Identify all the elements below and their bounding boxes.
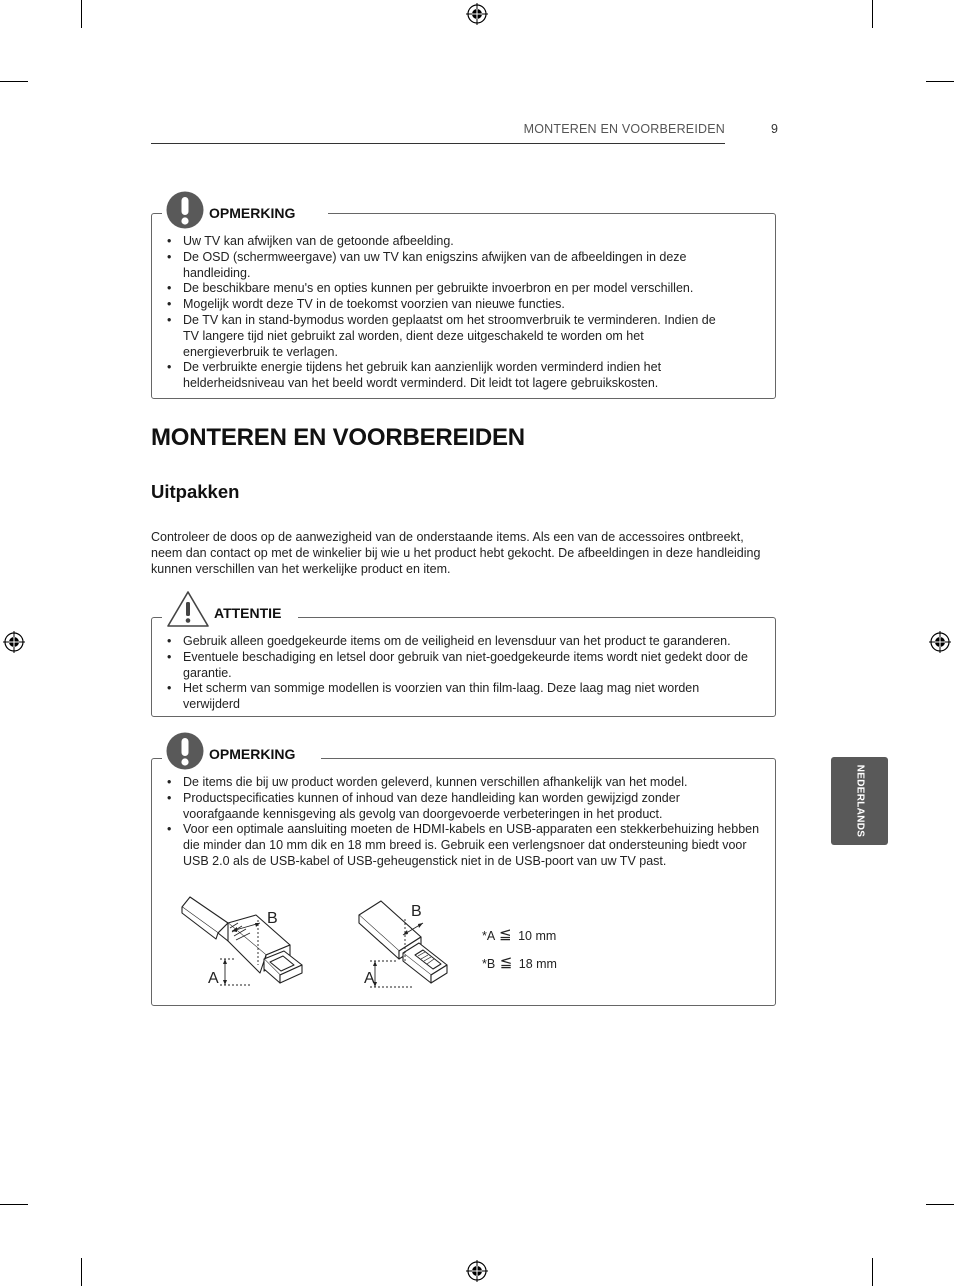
crop-mark xyxy=(872,1258,873,1286)
note-label: OPMERKING xyxy=(207,205,299,221)
crop-mark xyxy=(926,81,954,82)
list-item: • Productspecificaties kunnen of inhoud van deze handleiding kan worden gewijzigd zonder voorafgaande kennisgeving als gevolg van doorgevoerde verbeteringen in het product. xyxy=(152,791,767,823)
list-item: • De TV kan in stand-bymodus worden geplaatst om het stroomverbruik te verminderen. Indien de TV langere tijd niet gebruikt zal worden, dient deze uitgeschakeld te worden om het energieverbruik te verlagen. xyxy=(152,313,747,360)
list-item: • De beschikbare menu's en opties kunnen per gebruikte invoerbron en per model verschillen. xyxy=(152,281,747,297)
language-side-tab xyxy=(831,757,888,845)
warning-triangle-icon xyxy=(166,590,210,628)
dimension-label-b: B xyxy=(267,910,278,927)
spec-b-prefix: *B xyxy=(482,957,496,971)
section-subtitle: Uitpakken xyxy=(151,481,240,502)
caution-list xyxy=(152,634,767,713)
list-item: • Voor een optimale aansluiting moeten de HDMI-kabels en USB-apparaten een stekkerbehuizing hebben die minder dan 10 mm dik en 18 mm breed is. Gebruik een verlengsnoer dat ondersteuning biedt voor USB 2.0 als de USB-kabel of USB-geheugenstick niet in de USB-poort van uw TV past. xyxy=(152,822,767,869)
note-label: OPMERKING xyxy=(207,746,299,762)
exclamation-circle-icon xyxy=(166,732,204,770)
crop-mark xyxy=(81,0,82,28)
crop-mark xyxy=(926,1204,954,1205)
list-item: • Gebruik alleen goedgekeurde items om de veiligheid en levensduur van het product te garanderen. xyxy=(152,634,767,650)
list-item: • Eventuele beschadiging en letsel door gebruik van niet-goedgekeurde items wordt niet gedekt door de garantie. xyxy=(152,650,767,682)
registration-mark-icon xyxy=(466,1260,488,1282)
list-item: • De verbruikte energie tijdens het gebruik kan aanzienlijk worden verminderd indien het helderheidsniveau van het beeld wordt verminderd. Dit leidt tot lagere gebruikskosten. xyxy=(152,360,747,392)
list-item: • Mogelijk wordt deze TV in de toekomst voorzien van nieuwe functies. xyxy=(152,297,747,313)
note-list xyxy=(152,775,767,870)
page-number: 9 xyxy=(771,122,778,136)
list-item: • Het scherm van sommige modellen is voorzien van thin film-laag. Deze laag mag niet worden verwijderd xyxy=(152,681,767,713)
running-header: MONTEREN EN VOORBEREIDEN xyxy=(523,122,725,136)
header-divider xyxy=(151,143,725,144)
spec-b xyxy=(482,953,557,971)
crop-mark xyxy=(0,1204,28,1205)
spec-a-value: 10 mm xyxy=(518,929,557,943)
registration-mark-icon xyxy=(3,631,25,653)
intro-paragraph: Controleer de doos op de aanwezigheid van de onderstaande items. Als een van de accessoires ontbreekt, neem dan contact op met de winkelier bij wie u het product hebt gekocht. De afbeeldingen in deze handleiding kunnen verschillen van het werkelijke product en item. xyxy=(151,530,761,576)
spec-a-prefix: *A xyxy=(482,929,495,943)
crop-mark xyxy=(0,81,28,82)
crop-mark xyxy=(81,1258,82,1286)
caution-label: ATTENTIE xyxy=(212,605,285,621)
language-tab-label: NEDERLANDS xyxy=(854,764,865,838)
registration-mark-icon xyxy=(929,631,951,653)
hdmi-plug-illustration xyxy=(180,893,310,993)
dimension-label-b: B xyxy=(411,903,422,920)
dimension-label-a: A xyxy=(208,970,219,987)
crop-mark xyxy=(872,0,873,28)
spec-b-value: 18 mm xyxy=(518,957,557,971)
less-equal-icon: ≦ xyxy=(499,954,513,971)
page-title: MONTEREN EN VOORBEREIDEN xyxy=(151,424,525,451)
note-list xyxy=(152,234,747,392)
dimension-label-a: A xyxy=(364,970,375,987)
less-equal-icon: ≦ xyxy=(499,926,512,943)
registration-mark-icon xyxy=(466,3,488,25)
list-item: • De items die bij uw product worden geleverd, kunnen verschillen afhankelijk van het model. xyxy=(152,775,767,791)
spec-a xyxy=(482,925,556,943)
exclamation-circle-icon xyxy=(166,191,204,229)
list-item: • De OSD (schermweergave) van uw TV kan enigszins afwijken van de afbeeldingen in deze handleiding. xyxy=(152,250,747,282)
list-item: • Uw TV kan afwijken van de getoonde afbeelding. xyxy=(152,234,747,250)
